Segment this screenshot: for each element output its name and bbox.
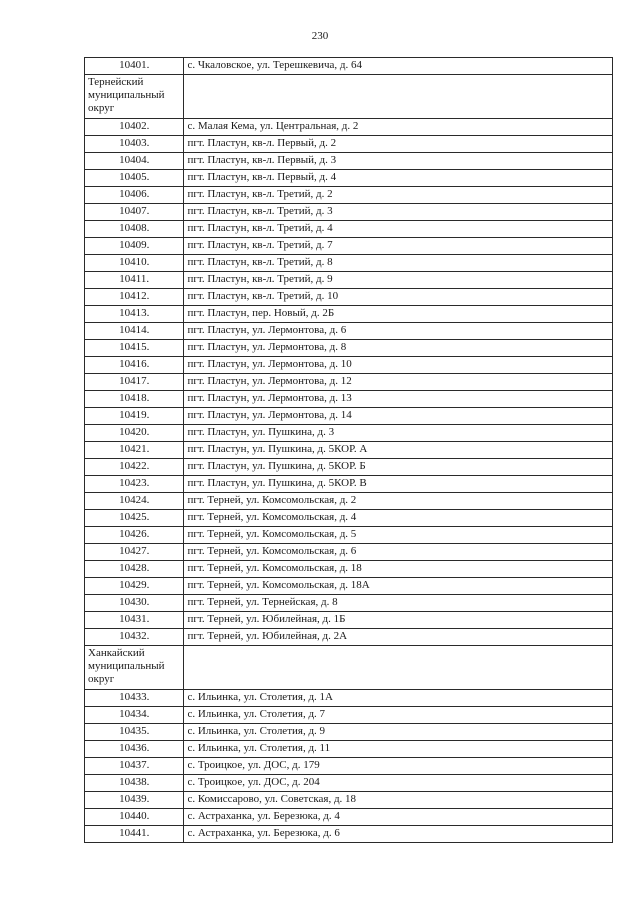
row-address: пгт. Терней, ул. Юбилейная, д. 2А (184, 629, 613, 646)
row-number: 10415. (85, 340, 184, 357)
row-address: пгт. Пластун, кв-л. Третий, д. 7 (184, 238, 613, 255)
row-address: пгт. Пластун, ул. Лермонтова, д. 8 (184, 340, 613, 357)
table-row (85, 775, 613, 792)
section-row (85, 646, 613, 690)
row-number: 10438. (85, 775, 184, 792)
row-number: 10430. (85, 595, 184, 612)
row-address: пгт. Пластун, кв-л. Третий, д. 4 (184, 221, 613, 238)
table-row (85, 425, 613, 442)
row-number: 10435. (85, 724, 184, 741)
page-number: 230 (311, 30, 329, 42)
row-number: 10418. (85, 391, 184, 408)
row-number: 10413. (85, 306, 184, 323)
row-address: пгт. Пластун, кв-л. Третий, д. 9 (184, 272, 613, 289)
table-row (85, 527, 613, 544)
row-number: 10424. (85, 493, 184, 510)
table-row (85, 561, 613, 578)
row-address: пгт. Пластун, ул. Лермонтова, д. 14 (184, 408, 613, 425)
row-number: 10441. (85, 826, 184, 843)
row-address: пгт. Пластун, ул. Пушкина, д. 5КОР. А (184, 442, 613, 459)
table-row (85, 204, 613, 221)
row-address: пгт. Пластун, ул. Лермонтова, д. 10 (184, 357, 613, 374)
table-row (85, 153, 613, 170)
table-row (85, 741, 613, 758)
row-number: 10423. (85, 476, 184, 493)
table-row (85, 826, 613, 843)
row-address: с. Ильинка, ул. Столетия, д. 7 (184, 707, 613, 724)
table-row (85, 510, 613, 527)
row-address: с. Ильинка, ул. Столетия, д. 1А (184, 690, 613, 707)
row-address: пгт. Пластун, кв-л. Третий, д. 10 (184, 289, 613, 306)
row-address: с. Астраханка, ул. Березюка, д. 4 (184, 809, 613, 826)
row-number: 10426. (85, 527, 184, 544)
section-row (85, 75, 613, 119)
row-number: 10407. (85, 204, 184, 221)
section-label: Тернейский муниципальный округ (85, 75, 184, 119)
row-address: пгт. Пластун, ул. Лермонтова, д. 12 (184, 374, 613, 391)
table-row (85, 272, 613, 289)
row-number: 10409. (85, 238, 184, 255)
row-number: 10416. (85, 357, 184, 374)
table-row (85, 306, 613, 323)
row-number: 10411. (85, 272, 184, 289)
row-address: пгт. Пластун, ул. Лермонтова, д. 6 (184, 323, 613, 340)
row-number: 10428. (85, 561, 184, 578)
row-address: пгт. Терней, ул. Комсомольская, д. 4 (184, 510, 613, 527)
row-address: с. Ильинка, ул. Столетия, д. 11 (184, 741, 613, 758)
section-empty-cell (184, 646, 613, 690)
row-address: с. Малая Кема, ул. Центральная, д. 2 (184, 119, 613, 136)
row-number: 10436. (85, 741, 184, 758)
row-address: пгт. Терней, ул. Комсомольская, д. 6 (184, 544, 613, 561)
table-row (85, 476, 613, 493)
table-row (85, 357, 613, 374)
row-address: пгт. Терней, ул. Комсомольская, д. 2 (184, 493, 613, 510)
table-row (85, 374, 613, 391)
row-number: 10427. (85, 544, 184, 561)
table-row (85, 459, 613, 476)
row-address: пгт. Пластун, кв-л. Третий, д. 3 (184, 204, 613, 221)
row-number: 10405. (85, 170, 184, 187)
row-number: 10401. (85, 58, 184, 75)
row-number: 10417. (85, 374, 184, 391)
row-number: 10421. (85, 442, 184, 459)
row-address: с. Ильинка, ул. Столетия, д. 9 (184, 724, 613, 741)
section-empty-cell (184, 75, 613, 119)
row-number: 10414. (85, 323, 184, 340)
row-number: 10429. (85, 578, 184, 595)
row-address: пгт. Пластун, ул. Лермонтова, д. 13 (184, 391, 613, 408)
row-address: пгт. Пластун, кв-л. Первый, д. 4 (184, 170, 613, 187)
row-number: 10412. (85, 289, 184, 306)
section-label: Ханкайский муниципальный округ (85, 646, 184, 690)
row-number: 10439. (85, 792, 184, 809)
table-row (85, 690, 613, 707)
table-row (85, 707, 613, 724)
table-row (85, 629, 613, 646)
table-row (85, 595, 613, 612)
table-row (85, 758, 613, 775)
row-address: пгт. Терней, ул. Комсомольская, д. 18 (184, 561, 613, 578)
row-address: с. Комиссарово, ул. Советская, д. 18 (184, 792, 613, 809)
table-row (85, 340, 613, 357)
table-row (85, 58, 613, 75)
row-address: пгт. Пластун, ул. Пушкина, д. 3 (184, 425, 613, 442)
table-row (85, 289, 613, 306)
row-number: 10440. (85, 809, 184, 826)
row-address: с. Троицкое, ул. ДОС, д. 179 (184, 758, 613, 775)
row-number: 10402. (85, 119, 184, 136)
table-row (85, 493, 613, 510)
row-address: пгт. Пластун, кв-л. Третий, д. 8 (184, 255, 613, 272)
table-row (85, 119, 613, 136)
table-row (85, 578, 613, 595)
table-row (85, 792, 613, 809)
table-row (85, 238, 613, 255)
row-address: пгт. Терней, ул. Комсомольская, д. 5 (184, 527, 613, 544)
table-row (85, 170, 613, 187)
row-number: 10408. (85, 221, 184, 238)
row-number: 10434. (85, 707, 184, 724)
row-address: пгт. Пластун, пер. Новый, д. 2Б (184, 306, 613, 323)
row-address: пгт. Пластун, кв-л. Первый, д. 2 (184, 136, 613, 153)
row-address: пгт. Терней, ул. Комсомольская, д. 18А (184, 578, 613, 595)
row-number: 10420. (85, 425, 184, 442)
row-address: пгт. Терней, ул. Тернейская, д. 8 (184, 595, 613, 612)
table-row (85, 809, 613, 826)
table-row (85, 391, 613, 408)
row-number: 10406. (85, 187, 184, 204)
row-number: 10403. (85, 136, 184, 153)
table-row (85, 612, 613, 629)
row-address: с. Чкаловское, ул. Терешкевича, д. 64 (184, 58, 613, 75)
row-number: 10431. (85, 612, 184, 629)
row-number: 10432. (85, 629, 184, 646)
table-row (85, 323, 613, 340)
row-number: 10410. (85, 255, 184, 272)
row-number: 10419. (85, 408, 184, 425)
row-address: с. Троицкое, ул. ДОС, д. 204 (184, 775, 613, 792)
table-row (85, 187, 613, 204)
table-row (85, 544, 613, 561)
table-row (85, 255, 613, 272)
table-row (85, 136, 613, 153)
table-row (85, 442, 613, 459)
row-number: 10425. (85, 510, 184, 527)
table-row (85, 408, 613, 425)
row-number: 10422. (85, 459, 184, 476)
row-number: 10437. (85, 758, 184, 775)
row-address: пгт. Пластун, кв-л. Третий, д. 2 (184, 187, 613, 204)
address-table-body (85, 58, 613, 843)
row-address: пгт. Пластун, кв-л. Первый, д. 3 (184, 153, 613, 170)
row-address: с. Астраханка, ул. Березюка, д. 6 (184, 826, 613, 843)
table-row (85, 724, 613, 741)
address-table (84, 57, 613, 843)
row-number: 10433. (85, 690, 184, 707)
row-address: пгт. Пластун, ул. Пушкина, д. 5КОР. В (184, 476, 613, 493)
row-number: 10404. (85, 153, 184, 170)
row-address: пгт. Пластун, ул. Пушкина, д. 5КОР. Б (184, 459, 613, 476)
table-row (85, 221, 613, 238)
row-address: пгт. Терней, ул. Юбилейная, д. 1Б (184, 612, 613, 629)
